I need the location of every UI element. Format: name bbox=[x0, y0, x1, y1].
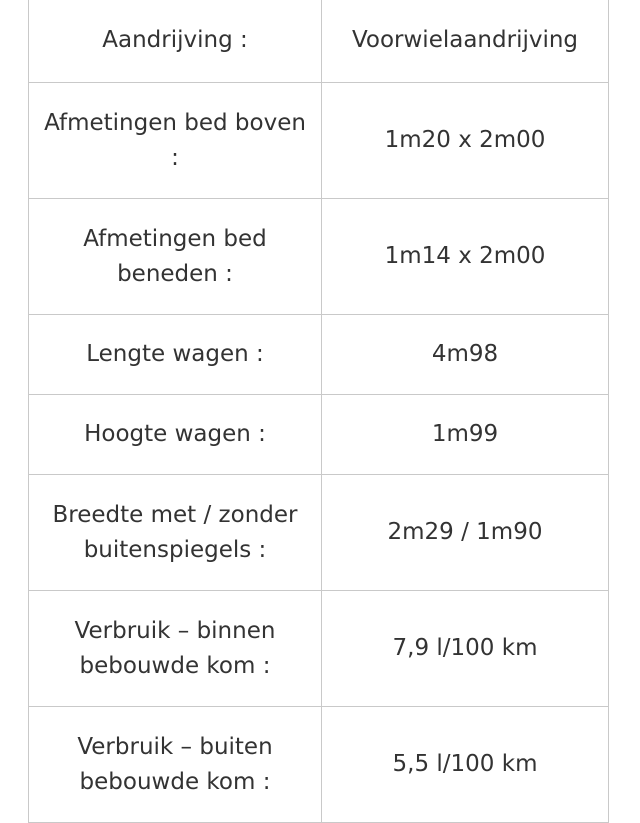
spec-value: 4m98 bbox=[322, 315, 609, 395]
table-row bbox=[29, 0, 609, 83]
spec-value: 1m14 x 2m00 bbox=[322, 199, 609, 315]
spec-value: 2m29 / 1m90 bbox=[322, 475, 609, 591]
table-row bbox=[29, 591, 609, 707]
spec-label: Afmetingen bed boven : bbox=[29, 83, 322, 199]
spec-label: Hoogte wagen : bbox=[29, 395, 322, 475]
spec-label: Lengte wagen : bbox=[29, 315, 322, 395]
specifications-table bbox=[28, 0, 609, 823]
spec-value: 1m20 x 2m00 bbox=[322, 83, 609, 199]
table-row bbox=[29, 395, 609, 475]
table-row bbox=[29, 707, 609, 823]
spec-label: Aandrijving : bbox=[29, 0, 322, 83]
spec-value: Voorwielaandrijving bbox=[322, 0, 609, 83]
spec-value: 7,9 l/100 km bbox=[322, 591, 609, 707]
table-row bbox=[29, 315, 609, 395]
spec-value: 5,5 l/100 km bbox=[322, 707, 609, 823]
table-row bbox=[29, 83, 609, 199]
spec-label: Afmetingen bed beneden : bbox=[29, 199, 322, 315]
table-row bbox=[29, 475, 609, 591]
spec-label: Verbruik – binnen bebouwde kom : bbox=[29, 591, 322, 707]
spec-label: Breedte met / zonder buitenspiegels : bbox=[29, 475, 322, 591]
table-row bbox=[29, 199, 609, 315]
spec-label: Verbruik – buiten bebouwde kom : bbox=[29, 707, 322, 823]
spec-value: 1m99 bbox=[322, 395, 609, 475]
